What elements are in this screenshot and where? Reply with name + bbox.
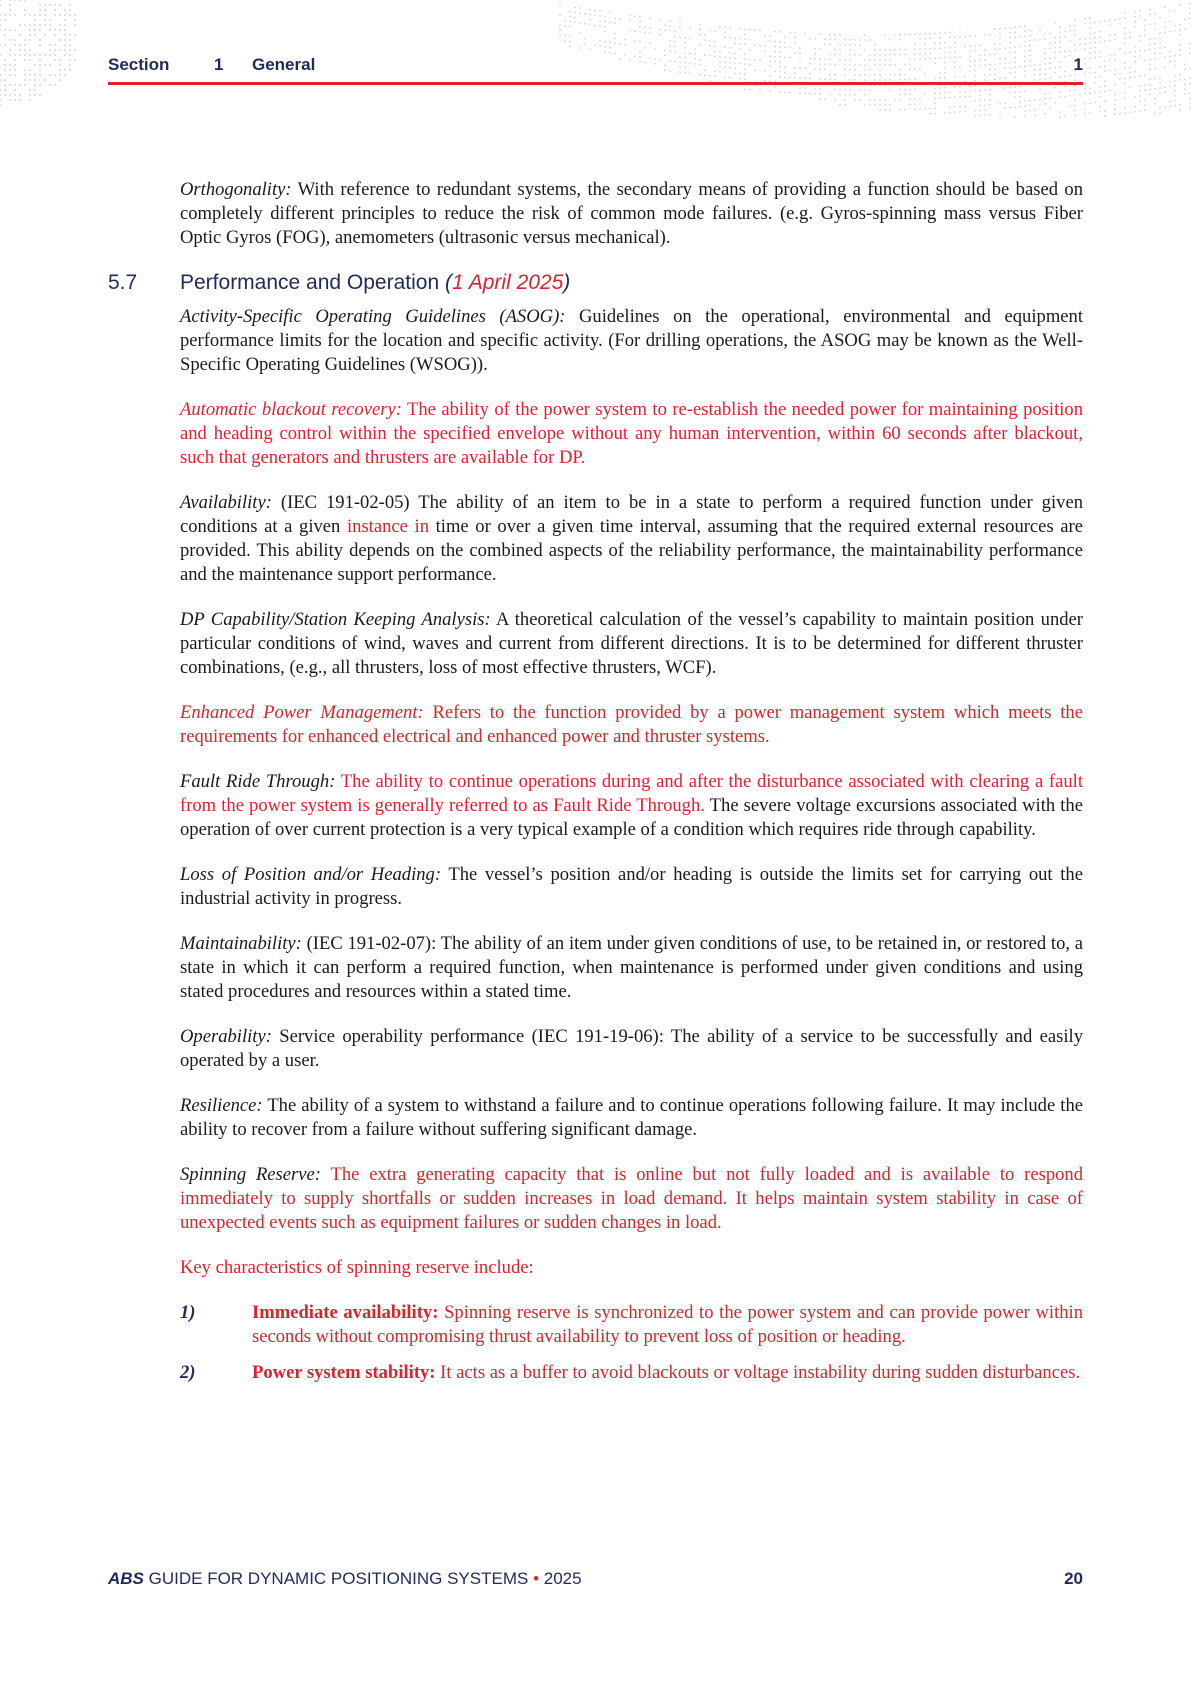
list-item-text: Spinning reserve is synchronized to the power system and can provide power within seconds without compromising thrust availability to prevent loss of position or heading.	[252, 1302, 1084, 1347]
definition-orthogonality	[180, 178, 1083, 250]
section-title-line	[180, 271, 570, 295]
list-item	[180, 1361, 1083, 1385]
definition-text-revised: instance in	[346, 516, 429, 537]
footer-page-number: 20	[1064, 1569, 1083, 1588]
definition-text-revised: The extra generating capacity that is online but not fully loaded and is available to respond immediately to supply shortfalls or sudden increases in load demand. It helps maintain system stability in case of unexpected events such as equipment failures or sudden changes in load.	[180, 1164, 1084, 1233]
definition-text-revised: The ability to continue operations during and after the disturbance associated with clearing a fault from the power system is generally referred to as Fault Ride Through.	[180, 771, 1084, 816]
definition-spinning-reserve	[180, 1163, 1083, 1235]
term-enhanced-power-management: Enhanced Power Management:	[180, 702, 424, 723]
term-asog: Activity-Specific Operating Guidelines (ASOG):	[180, 306, 566, 327]
header-rule	[108, 82, 1083, 85]
definition-operability	[180, 1025, 1083, 1073]
definition-resilience	[180, 1094, 1083, 1142]
header-page-section-number: 1	[1073, 55, 1083, 74]
section-title: Performance and Operation	[180, 271, 445, 294]
list-item	[180, 1301, 1083, 1349]
definition-text: The severe voltage excursions associated with the operation of over current protection is a very typical example of a condition which requires ride through capability.	[180, 795, 1083, 840]
definition-text: The ability of the power system to re-establish the needed power for maintaining position and heading control within the specified envelope without any human intervention, within 60 seconds after blackout, such that generators and thrusters are available for DP.	[180, 399, 1083, 468]
term-dp-capability: DP Capability/Station Keeping Analysis:	[180, 609, 491, 630]
term-blackout-recovery: Automatic blackout recovery:	[180, 399, 402, 420]
header-section-label: Section	[108, 55, 170, 74]
definition-fault-ride-through	[180, 770, 1083, 842]
term-loss-of-position: Loss of Position and/or Heading:	[180, 864, 442, 885]
term-maintainability: Maintainability:	[180, 933, 302, 954]
definition-enhanced-power-management	[180, 701, 1083, 749]
definition-text: (IEC 191-02-05) The ability of an item to be in a state to perform a required function under given conditions at a given	[180, 492, 1083, 537]
footer-brand: ABS	[108, 1569, 144, 1588]
definition-text: (IEC 191-02-07): The ability of an item under given conditions of use, to be retained in, or restored to, a state in which it can perform a required function, when maintenance is performed under given conditions and using stated procedures and resources within a stated time.	[180, 933, 1083, 1002]
definition-availability	[180, 491, 1083, 587]
list-item-number: 2)	[180, 1362, 196, 1383]
term-availability: Availability:	[180, 492, 272, 513]
term-operability: Operability:	[180, 1026, 272, 1047]
list-item-text: It acts as a buffer to avoid blackouts or voltage instability during sudden disturbances.	[435, 1362, 1081, 1383]
footer-separator: •	[533, 1569, 540, 1588]
definition-text: The vessel’s position and/or heading is outside the limits set for carrying out the industrial activity in progress.	[180, 864, 1083, 909]
definition-text: Refers to the function provided by a power management system which meets the requirements for enhanced electrical and enhanced power and thruster systems.	[180, 702, 1083, 747]
definition-text: The ability of a system to withstand a failure and to continue operations following failure. It may include the ability to recover from a failure without suffering significant damage.	[180, 1095, 1083, 1140]
list-item-number: 1)	[180, 1302, 196, 1323]
definition-text: Service operability performance (IEC 191-19-06): The ability of a service to be successfully and easily operated by a user.	[180, 1026, 1083, 1071]
definition-dp-capability	[180, 608, 1083, 680]
term-spinning-reserve: Spinning Reserve:	[180, 1164, 321, 1185]
list-item-label: Power system stability:	[252, 1362, 436, 1383]
footer-title: GUIDE FOR DYNAMIC POSITIONING SYSTEMS	[143, 1569, 534, 1588]
definition-loss-of-position	[180, 863, 1083, 911]
running-header	[108, 55, 1083, 81]
definition-text: time or over a given time interval, assuming that the required external resources are provided. This ability depends on the combined aspects of the reliability performance, the maintainability performance and the maintenance support performance.	[180, 516, 1084, 585]
section-date-close: )	[563, 271, 571, 294]
list-item-label: Immediate availability:	[252, 1302, 439, 1323]
term-resilience: Resilience:	[180, 1095, 263, 1116]
document-body	[108, 178, 1084, 1397]
definition-text: With reference to redundant systems, the secondary means of providing a function should be based on completely different principles to reduce the risk of common mode failures. (e.g. Gyros-spinning mass versus Fiber Optic Gyros (FOG), anemometers (ultrasonic versus mechanical).	[180, 179, 1083, 248]
term-fault-ride-through: Fault Ride Through:	[180, 771, 336, 792]
section-number: 5.7	[108, 271, 138, 294]
key-characteristics-intro: Key characteristics of spinning reserve include:	[180, 1257, 534, 1278]
definition-blackout-recovery	[180, 398, 1083, 470]
section-heading	[108, 271, 1083, 299]
definition-asog	[180, 305, 1083, 377]
term-orthogonality: Orthogonality:	[180, 179, 292, 200]
header-section-title: General	[252, 55, 316, 74]
header-section-number: 1	[214, 55, 224, 74]
definition-text: Guidelines on the operational, environmental and equipment performance limits for the location and specific activity. (For drilling operations, the ASOG may be known as the Well-Specific Operating Guidelines (WSOG)).	[180, 306, 1083, 375]
definition-text: A theoretical calculation of the vessel’s capability to maintain position under particular conditions of wind, waves and current from different directions. It is to be determined for different thruster combinations, (e.g., all thrusters, loss of most effective thrusters, WCF).	[180, 609, 1083, 678]
footer-year: 2025	[539, 1569, 582, 1588]
running-footer	[108, 1569, 1083, 1593]
section-date-open: (	[444, 271, 452, 294]
section-date: 1 April 2025	[451, 271, 564, 294]
definition-maintainability	[180, 932, 1083, 1004]
